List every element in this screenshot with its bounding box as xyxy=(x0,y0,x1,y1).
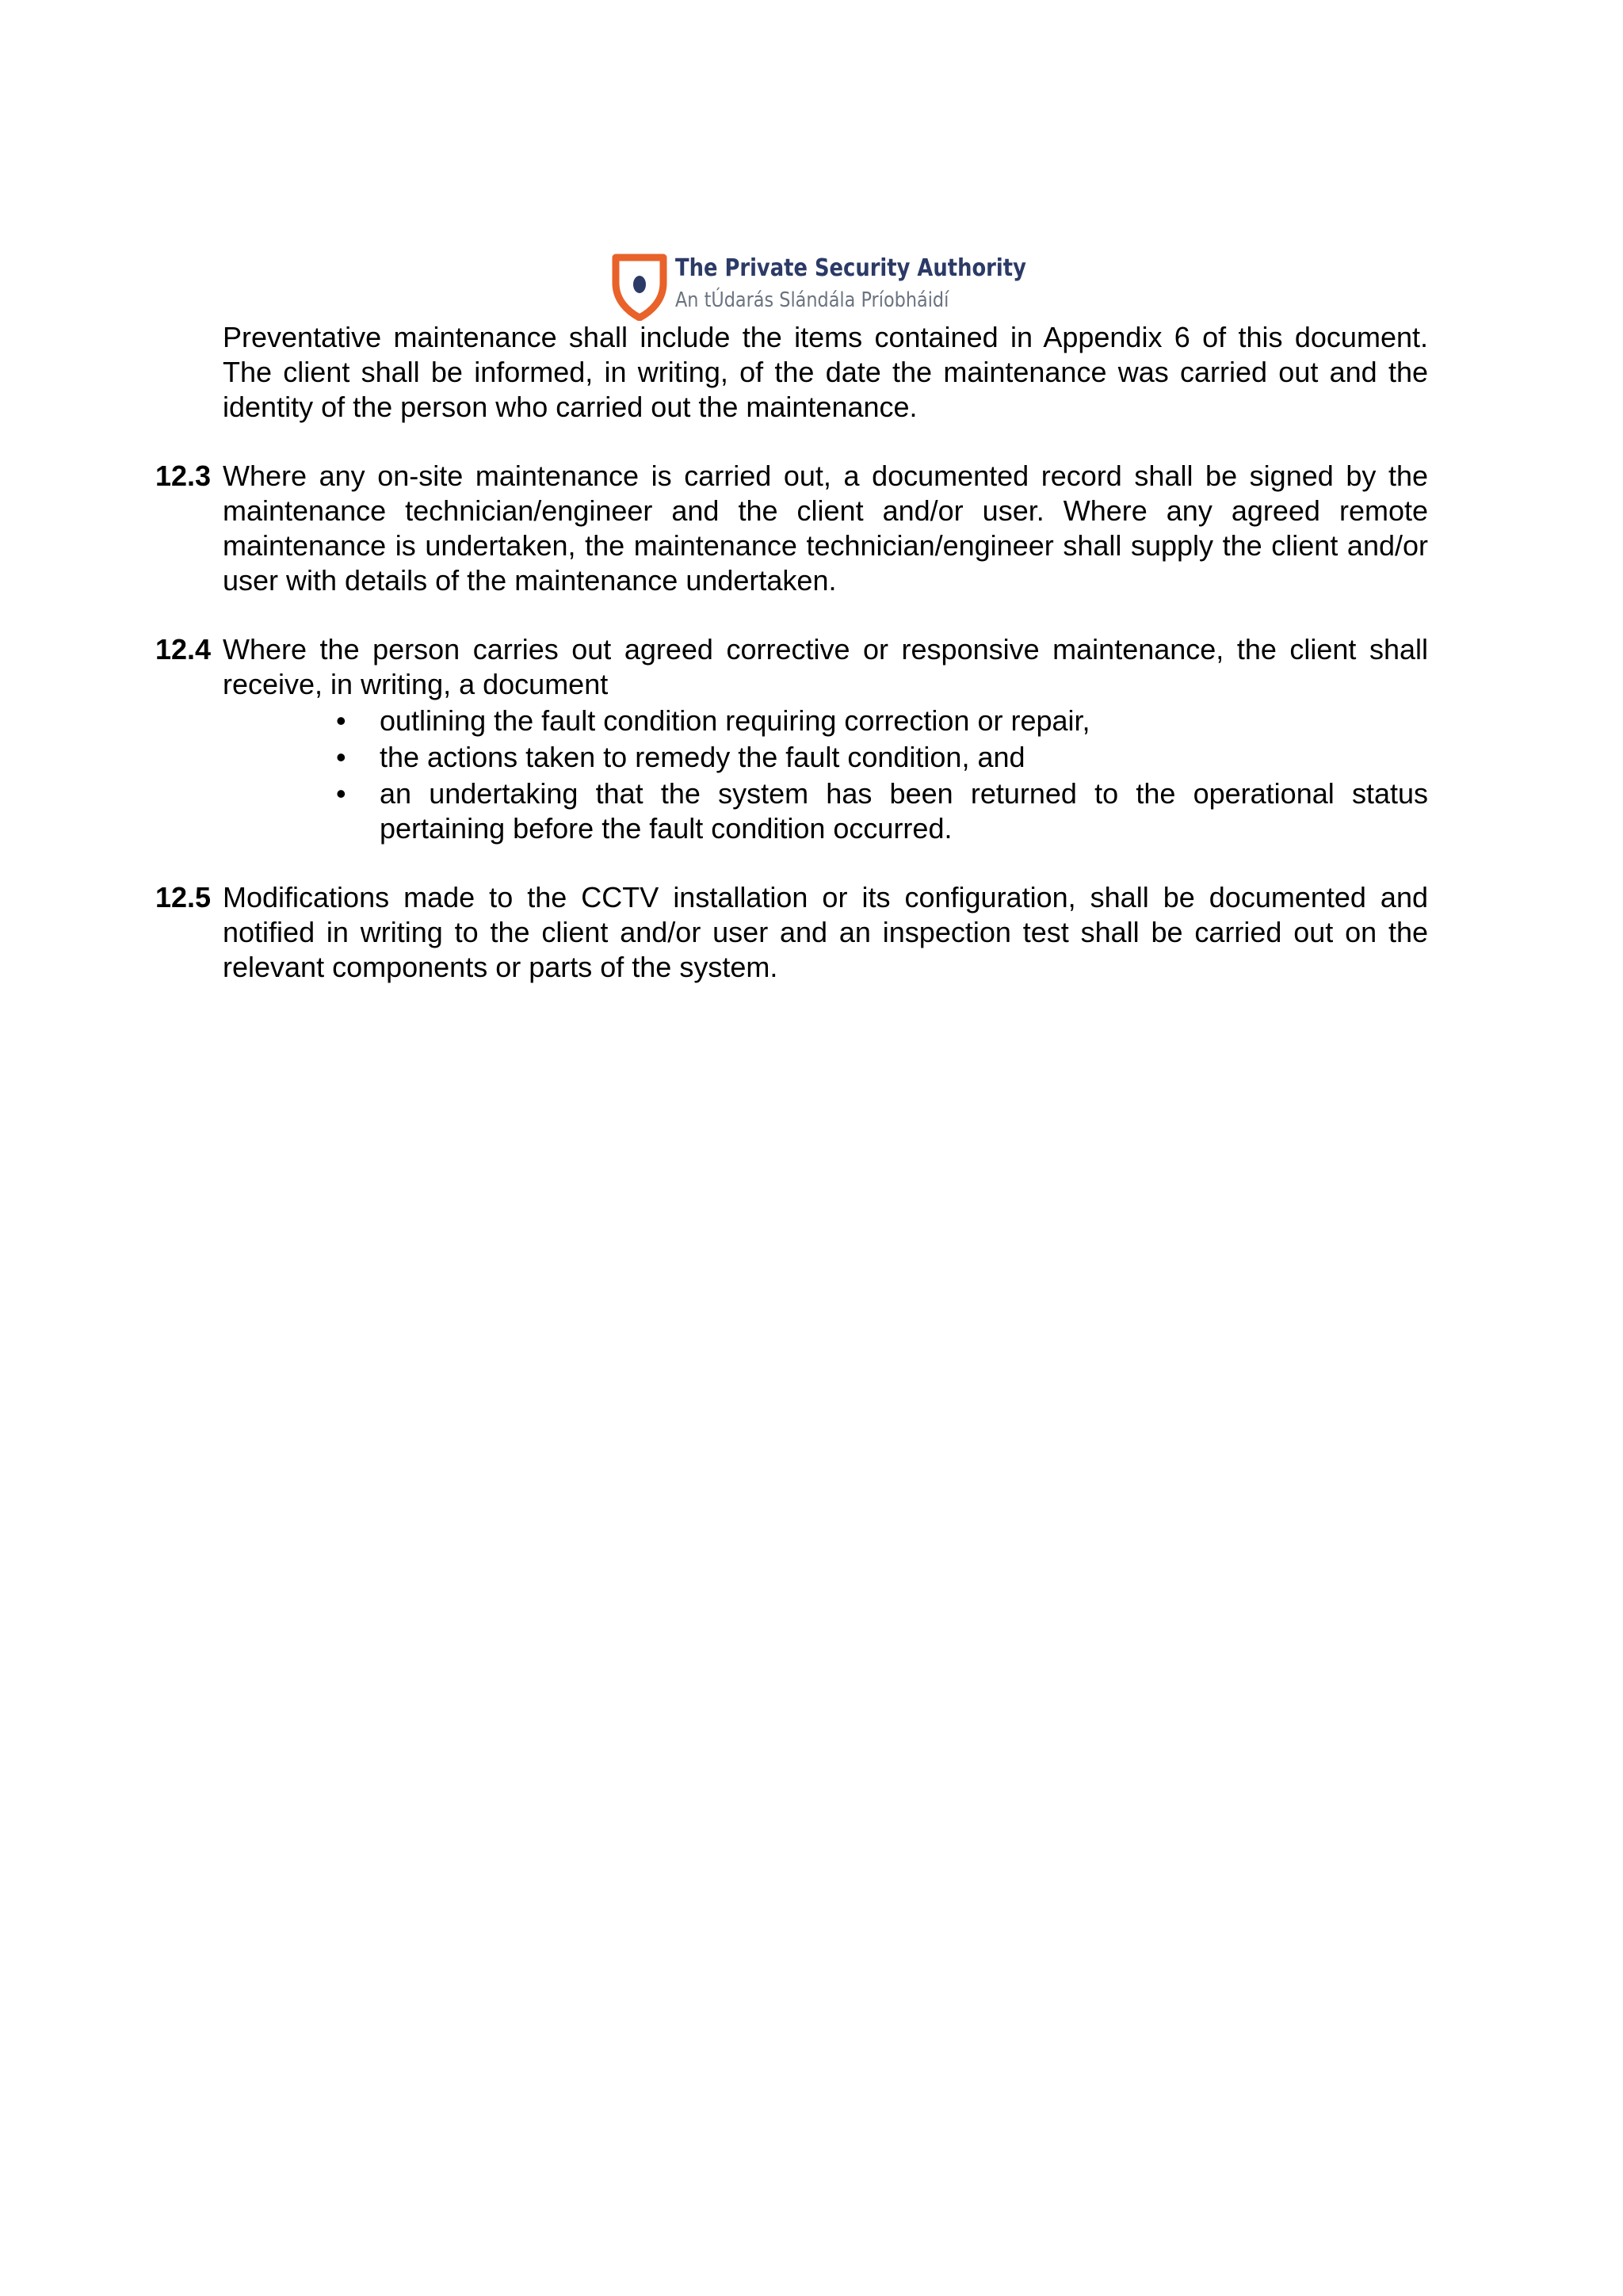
document-body xyxy=(155,320,1428,1019)
bullet-icon: • xyxy=(336,704,346,737)
logo-subtitle: An tÚdarás Slándála Príobháidí xyxy=(675,288,949,312)
list-item xyxy=(336,740,1428,775)
bullet-list xyxy=(223,704,1428,846)
bullet-icon: • xyxy=(336,741,346,773)
clause-text: Where any on-site maintenance is carried out, a documented record shall be signed by the maintenance technician/engineer and the client and/or user. Where any agreed remote maintenance is undertaken, the maintenance technician/engineer shall supply the client and/or user with details of the maintenance undertaken. xyxy=(223,460,1428,597)
intro-paragraph xyxy=(155,320,1428,425)
clause-12-3 xyxy=(155,459,1428,598)
list-item xyxy=(336,704,1428,738)
clause-12-4 xyxy=(155,632,1428,846)
clause-number: 12.4 xyxy=(155,633,212,666)
list-item-text: an undertaking that the system has been returned to the operational status pertaining before the fault condition occurred. xyxy=(380,777,1428,845)
bullet-icon: • xyxy=(336,777,346,810)
intro-text: Preventative maintenance shall include the items contained in Appendix 6 of this document. The client shall be informed, in writing, of the date the maintenance was carried out and the identity of the person who carried out the maintenance. xyxy=(223,321,1428,423)
logo-title: The Private Security Authority xyxy=(675,254,1026,282)
list-item xyxy=(336,776,1428,846)
psa-logo xyxy=(612,251,1026,322)
clause-text: Modifications made to the CCTV installation or its configuration, shall be documented and notified in writing to the client and/or user and an inspection test shall be carried out on the relevant components or parts of the system. xyxy=(223,881,1428,983)
clause-number: 12.3 xyxy=(155,460,212,492)
clause-12-5 xyxy=(155,880,1428,985)
shield-logo-icon xyxy=(612,253,667,321)
list-item-text: outlining the fault condition requiring correction or repair, xyxy=(380,704,1090,737)
list-item-text: the actions taken to remedy the fault condition, and xyxy=(380,741,1025,773)
clause-text: Where the person carries out agreed corrective or responsive maintenance, the client shall receive, in writing, a document xyxy=(223,633,1428,700)
clause-number: 12.5 xyxy=(155,881,212,913)
